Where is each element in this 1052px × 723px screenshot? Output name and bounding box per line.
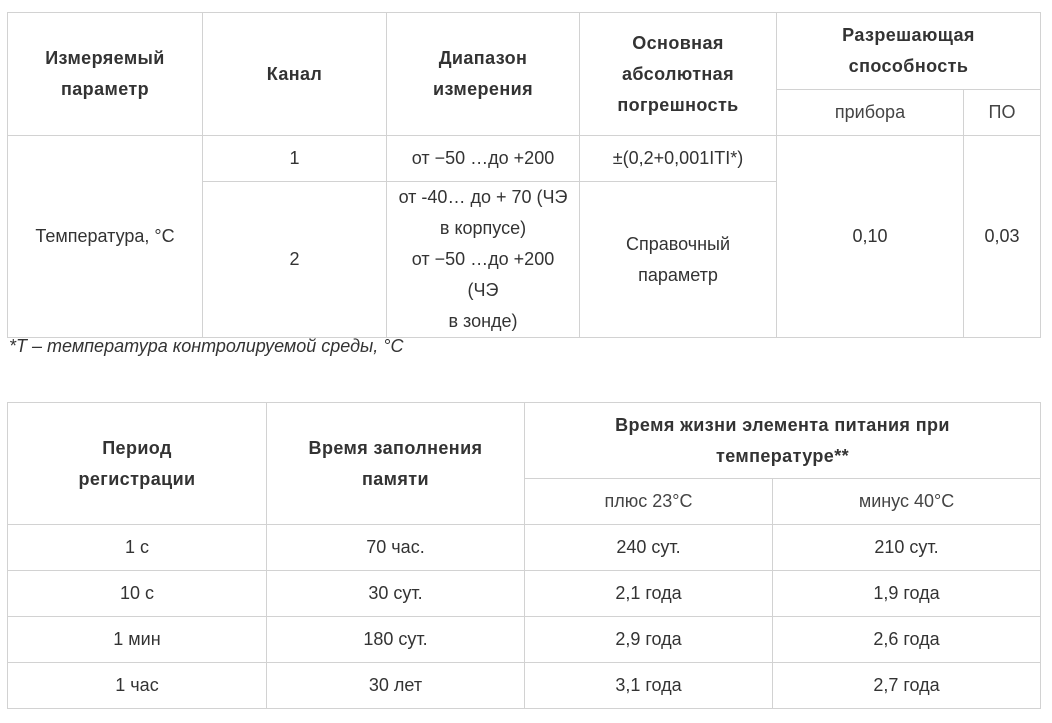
header-measured-parameter: Измеряемый параметр [8, 13, 203, 136]
cell-period: 1 час [8, 663, 267, 709]
header-minus-40: минус 40°С [773, 479, 1041, 525]
table-row [8, 525, 1041, 571]
cell-life-minus: 2,7 года [773, 663, 1041, 709]
measurement-table [7, 12, 1041, 338]
table-row [8, 571, 1041, 617]
cell-range: от −50 …до +200 [387, 136, 580, 182]
cell-life-plus: 240 сут. [525, 525, 773, 571]
footnote: *Т – температура контролируемой среды, °С [9, 336, 404, 356]
header-memory-fill-time: Время заполнения памяти [267, 403, 525, 525]
cell-fill-time: 70 час. [267, 525, 525, 571]
table-row [8, 617, 1041, 663]
cell-period: 10 с [8, 571, 267, 617]
cell-life-plus: 2,1 года [525, 571, 773, 617]
cell-fill-time: 30 лет [267, 663, 525, 709]
header-resolution-device: прибора [777, 90, 964, 136]
cell-error: ±(0,2+0,001ITI*) [580, 136, 777, 182]
cell-range: от -40… до + 70 (ЧЭ в корпусе) от −50 …до +200 (ЧЭ в зонде) [387, 182, 580, 338]
table-header-row [8, 13, 1041, 90]
cell-resolution-device: 0,10 [777, 136, 964, 338]
header-battery-life: Время жизни элемента питания при температуре** [525, 403, 1041, 479]
cell-period: 1 мин [8, 617, 267, 663]
header-absolute-error: Основная абсолютная погрешность [580, 13, 777, 136]
cell-period: 1 с [8, 525, 267, 571]
table-header-row [8, 403, 1041, 479]
header-resolution-po: ПО [964, 90, 1041, 136]
cell-channel: 2 [203, 182, 387, 338]
cell-fill-time: 180 сут. [267, 617, 525, 663]
header-resolution: Разрешающая способность [777, 13, 1041, 90]
header-registration-period: Период регистрации [8, 403, 267, 525]
table-row [8, 663, 1041, 709]
cell-life-minus: 1,9 года [773, 571, 1041, 617]
cell-fill-time: 30 сут. [267, 571, 525, 617]
cell-life-minus: 2,6 года [773, 617, 1041, 663]
cell-life-plus: 2,9 года [525, 617, 773, 663]
header-plus-23: плюс 23°С [525, 479, 773, 525]
cell-error: Справочный параметр [580, 182, 777, 338]
header-channel: Канал [203, 13, 387, 136]
cell-life-plus: 3,1 года [525, 663, 773, 709]
cell-parameter: Температура, °С [8, 136, 203, 338]
logging-table [7, 402, 1041, 709]
header-measurement-range: Диапазон измерения [387, 13, 580, 136]
cell-resolution-po: 0,03 [964, 136, 1041, 338]
cell-life-minus: 210 сут. [773, 525, 1041, 571]
table-row [8, 136, 1041, 182]
cell-channel: 1 [203, 136, 387, 182]
